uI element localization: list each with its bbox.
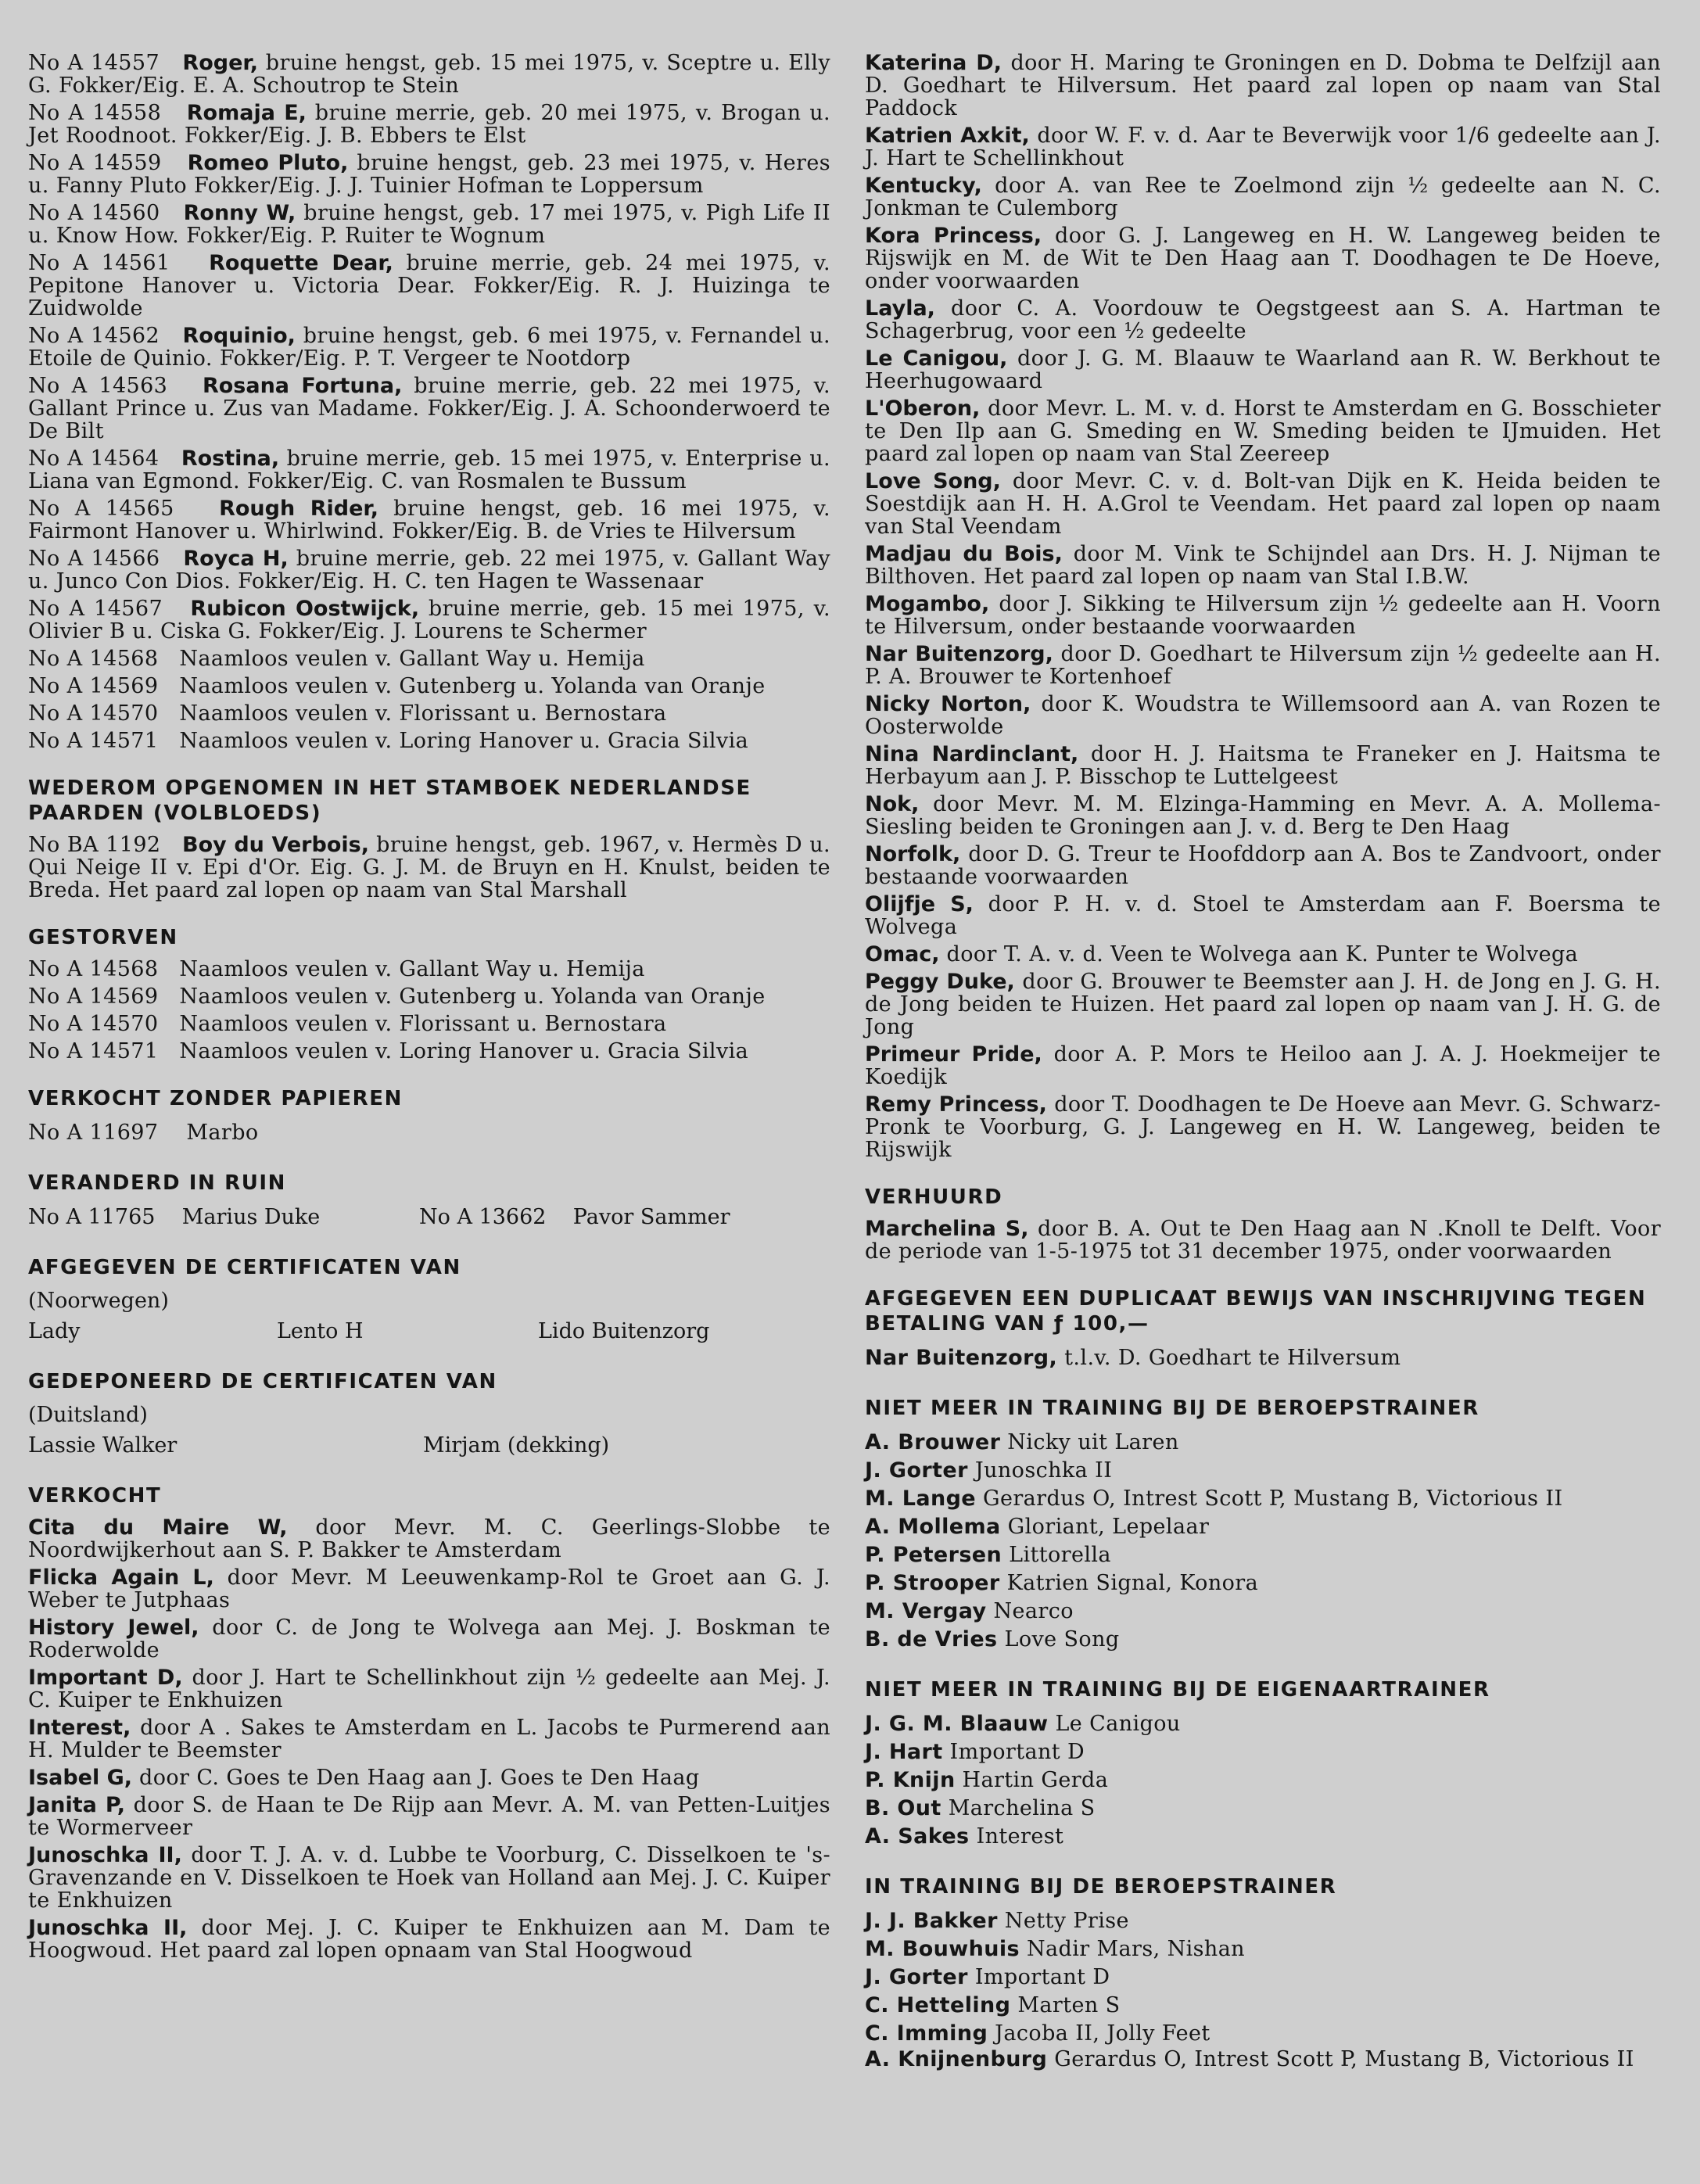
verkocht-zonder-entry: No A 11697 Marbo <box>28 1121 259 1145</box>
verkocht-entry: Layla, door C. A. Voordouw te Oegstgeest aan S. A. Hartman te Schagerbrug, voor een ½ gedeelte <box>865 296 1661 343</box>
gedeponeerd-name: Mirjam (dekking) <box>423 1433 610 1458</box>
trainer-line: J. Hart Important D <box>865 1740 1085 1764</box>
afgegeven-name: Lido Buitenzorg <box>538 1319 710 1343</box>
trainer-line: J. J. Bakker Netty Prise <box>865 1909 1129 1933</box>
registration-entry: No A 14571 Naamloos veulen v. Loring Hanover u. Gracia Silvia <box>28 729 749 753</box>
verkocht-entry: Primeur Pride, door A. P. Mors te Heiloo aan J. A. J. Hoekmeijer te Koedijk <box>865 1042 1662 1089</box>
verkocht-entry: Katrien Axkit, door W. F. v. d. Aar te Beverwijk voor 1/6 gedeelte aan J. J. Hart te Schellinkhout <box>865 124 1661 170</box>
verkocht-entry: L'Oberon, door Mevr. L. M. v. d. Horst te Amsterdam en G. Bosschieter te Den Ilp aan G. Smeding en W. Smeding beiden te IJmuiden. Het paard zal lopen op naam van Stal Zeereep <box>865 396 1661 466</box>
trainer-line: A. Sakes Interest <box>865 1824 1064 1849</box>
afgegeven-name: Lento H <box>277 1319 364 1343</box>
registration-list <box>28 52 830 752</box>
verkocht-entry: Olijfje S, door P. H. v. d. Stoel te Amsterdam aan F. Boersma te Wolvega <box>865 892 1661 939</box>
registration-entry: No A 14568 Naamloos veulen v. Gallant Way u. Hemija <box>28 647 645 671</box>
section-heading-ruin: VERANDERD IN RUIN <box>28 1171 287 1195</box>
registration-entry: No A 14557 Roger, bruine hengst, geb. 15 mei 1975, v. Sceptre u. Elly G. Fokker/Eig. E. A. Schoutrop te Stein <box>28 51 830 98</box>
registration-entry: No A 14561 Roquette Dear, bruine merrie, geb. 24 mei 1975, v. Pepitone Hanover u. Victoria Dear. Fokker/Eig. R. J. Huizinga te Zuidwolde <box>28 251 831 321</box>
verkocht-entry: Nar Buitenzorg, door D. Goedhart te Hilversum zijn ½ gedeelte aan H. P. A. Brouwer te Kortenhoef <box>865 642 1661 689</box>
gedeponeerd-country: (Duitsland) <box>28 1403 148 1427</box>
registration-entry: No A 14564 Rostina, bruine merrie, geb. 15 mei 1975, v. Enterprise u. Liana van Egmond. Fokker/Eig. C. van Rosmalen te Bussum <box>28 446 831 493</box>
trainer-line: A. Brouwer Nicky uit Laren <box>865 1430 1179 1454</box>
verkocht-entry: Remy Princess, door T. Doodhagen te De Hoeve aan Mevr. G. Schwarz-Pronk te Voorburg, G. J. Langeweg en H. W. Langeweg, beiden te Rijswijk <box>865 1092 1661 1162</box>
section-heading-gedeponeerd: GEDEPONEERD DE CERTIFICATEN VAN <box>28 1370 497 1393</box>
registration-entry: No A 14559 Romeo Pluto, bruine hengst, geb. 23 mei 1975, v. Heres u. Fanny Pluto Fokker/Eig. J. J. Tuinier Hofman te Loppersum <box>28 151 830 198</box>
verkocht-entry: Mogambo, door J. Sikking te Hilversum zijn ½ gedeelte aan H. Voorn te Hilversum, onder bestaande voorwaarden <box>865 592 1661 639</box>
verkocht-entry: Flicka Again L, door Mevr. M Leeuwenkamp-Rol te Groet aan G. J. Weber te Jutphaas <box>28 1565 830 1612</box>
verhuurd-entry: Marchelina S, door B. A. Out te Den Haag aan N .Knoll te Delft. Voor de periode van 1-5-1975 tot 31 december 1975, onder voorwaarden <box>865 1217 1661 1264</box>
verkocht-entry: History Jewel, door C. de Jong te Wolvega aan Mej. J. Boskman te Roderwolde <box>28 1616 830 1662</box>
section-heading-wederom: WEDEROM OPGENOMEN IN HET STAMBOEK NEDERLANDSE PAARDEN (VOLBLOEDS) <box>28 776 751 825</box>
registration-entry: No A 14566 Royca H, bruine merrie, geb. 22 mei 1975, v. Gallant Way u. Junco Con Dios. Fokker/Eig. H. C. ten Hagen te Wassenaar <box>28 547 831 594</box>
trainer-line: B. Out Marchelina S <box>865 1796 1096 1820</box>
trainer-line: A. Mollema Gloriant, Lepelaar <box>865 1515 1210 1539</box>
ruin-entry: No A 13662 Pavor Sammer <box>419 1205 730 1229</box>
trainer-line: M. Vergay Nearco <box>865 1599 1074 1623</box>
afgegeven-row <box>28 1318 830 1346</box>
registration-entry: No A 14570 Naamloos veulen v. Florissant u. Bernostara <box>28 701 667 726</box>
ruin-row <box>28 1203 830 1232</box>
verkocht-entry: Katerina D, door H. Maring te Groningen en D. Dobma te Delfzijl aan D. Goedhart te Hilversum. Het paard zal lopen op naam van Stal Paddock <box>865 51 1661 120</box>
trainer-line: M. Bouwhuis Nadir Mars, Nishan <box>865 1937 1245 1961</box>
registration-entry: No A 14560 Ronny W, bruine hengst, geb. 17 mei 1975, v. Pigh Life II u. Know How. Fokker/Eig. P. Ruiter te Wognum <box>28 201 831 248</box>
section-heading-verkocht: VERKOCHT <box>28 1484 162 1508</box>
section-heading-verkocht-zonder: VERKOCHT ZONDER PAPIEREN <box>28 1087 403 1110</box>
verkocht-entry: Love Song, door Mevr. C. v. d. Bolt-van Dijk en K. Heida beiden te Soestdijk aan H. H. A.Grol te Veendam. Het paard zal lopen op naam van Stal Veendam <box>865 469 1661 539</box>
registration-entry: No A 14569 Naamloos veulen v. Gutenberg u. Yolanda van Oranje <box>28 674 766 698</box>
afgegeven-name: Lady <box>28 1319 81 1343</box>
registration-entry: No A 14563 Rosana Fortuna, bruine merrie, geb. 22 mei 1975, v. Gallant Prince u. Zus van Madame. Fokker/Eig. J. A. Schoonderwoerd te De Bilt <box>28 374 831 443</box>
gestorven-entry: No A 14568 Naamloos veulen v. Gallant Way u. Hemija <box>28 957 645 981</box>
section-heading-verhuurd: VERHUURD <box>865 1185 1003 1209</box>
trainer-line: P. Strooper Katrien Signal, Konora <box>865 1571 1259 1595</box>
right-column <box>865 52 1661 2071</box>
verkocht-entry: Isabel G, door C. Goes te Den Haag aan J. Goes te Den Haag <box>28 1766 700 1790</box>
duplicaat-entry: Nar Buitenzorg, t.l.v. D. Goedhart te Hilversum <box>865 1346 1401 1370</box>
trainer-line: P. Petersen Littorella <box>865 1543 1111 1567</box>
section-heading-afgegeven: AFGEGEVEN DE CERTIFICATEN VAN <box>28 1256 461 1279</box>
gestorven-entry: No A 14570 Naamloos veulen v. Florissant u. Bernostara <box>28 1012 667 1036</box>
verkocht-entry: Junoschka II, door T. J. A. v. d. Lubbe te Voorburg, C. Disselkoen te 's-Gravenzande en V. Disselkoen te Hoek van Holland aan Mej. J. C. Kuiper te Enkhuizen <box>28 1843 830 1913</box>
verkocht-entry: Norfolk, door D. G. Treur te Hoofddorp aan A. Bos te Zandvoort, onder bestaande voorwaarden <box>865 842 1661 889</box>
trainer-line: J. Gorter Junoschka II <box>865 1458 1113 1483</box>
verkocht-entry: Kora Princess, door G. J. Langeweg en H. W. Langeweg beiden te Rijswijk en M. de Wit te Den Haag aan T. Doodhagen te De Hoeve, onder voorwaarden <box>865 224 1661 293</box>
afgegeven-country: (Noorwegen) <box>28 1289 169 1313</box>
registration-entry: No A 14567 Rubicon Oostwijck, bruine merrie, geb. 15 mei 1975, v. Olivier B u. Ciska G. Fokker/Eig. J. Lourens te Schermer <box>28 597 831 644</box>
verkocht-entry: Important D, door J. Hart te Schellinkhout zijn ½ gedeelte aan Mej. J. C. Kuiper te Enkhuizen <box>28 1666 830 1712</box>
verkocht-entry: Cita du Maire W, door Mevr. M. C. Geerlings-Slobbe te Noordwijkerhout aan S. P. Bakker te Amsterdam <box>28 1515 830 1562</box>
verkocht-entry: Omac, door T. A. v. d. Veen te Wolvega aan K. Punter te Wolvega <box>865 942 1579 966</box>
section-heading-niet-beroeps: NIET MEER IN TRAINING BIJ DE BEROEPSTRAINER <box>865 1397 1479 1420</box>
verkocht-entry: Peggy Duke, door G. Brouwer te Beemster aan J. H. de Jong en J. G. H. de Jong beiden te Huizen. Het paard zal lopen op naam van J. H. G. de Jong <box>865 970 1661 1039</box>
trainer-line: C. Imming Jacoba II, Jolly Feet <box>865 2021 1210 2046</box>
trainer-line: C. Hetteling Marten S <box>865 1993 1121 2017</box>
gestorven-entry: No A 14569 Naamloos veulen v. Gutenberg u. Yolanda van Oranje <box>28 984 766 1009</box>
trainer-line: A. Knijnenburg Gerardus O, Intrest Scott P, Mustang B, Victorious II <box>865 2047 1634 2071</box>
gedeponeerd-row <box>28 1432 830 1460</box>
wederom-entry: No BA 1192 Boy du Verbois, bruine hengst, geb. 1967, v. Hermès D u. Qui Neige II v. Epi d'Or. Eig. G. J. M. de Bruyn en H. Knulst, beiden te Breda. Het paard zal lopen op naam van Stal Marshall <box>28 833 830 902</box>
section-heading-gestorven: GESTORVEN <box>28 926 178 949</box>
verkocht-entry: Junoschka II, door Mej. J. C. Kuiper te Enkhuizen aan M. Dam te Hoogwoud. Het paard zal lopen opnaam van Stal Hoogwoud <box>28 1916 830 1963</box>
trainer-line: B. de Vries Love Song <box>865 1627 1120 1651</box>
trainer-line: M. Lange Gerardus O, Intrest Scott P, Mustang B, Victorious II <box>865 1486 1563 1511</box>
left-column <box>28 52 830 1967</box>
verkocht-entry: Nok, door Mevr. M. M. Elzinga-Hamming en Mevr. A. A. Mollema-Siesling beiden te Groningen aan J. v. d. Berg te Den Haag <box>865 792 1661 839</box>
verkocht-entry: Kentucky, door A. van Ree te Zoelmond zijn ½ gedeelte aan N. C. Jonkman te Culemborg <box>865 174 1661 221</box>
verkocht-entry: Nina Nardinclant, door H. J. Haitsma te Franeker en J. Haitsma te Herbayum aan J. P. Bisschop te Luttelgeest <box>865 742 1661 789</box>
registration-entry: No A 14558 Romaja E, bruine merrie, geb. 20 mei 1975, v. Brogan u. Jet Roodnoot. Fokker/Eig. J. B. Ebbers te Elst <box>28 101 830 148</box>
verkocht-entry: Interest, door A . Sakes te Amsterdam en L. Jacobs te Purmerend aan H. Mulder te Beemster <box>28 1716 830 1763</box>
ruin-entry: No A 11765 Marius Duke <box>28 1205 321 1229</box>
gedeponeerd-name: Lassie Walker <box>28 1433 178 1458</box>
trainer-line: J. Gorter Important D <box>865 1965 1110 1989</box>
section-heading-niet-eigen: NIET MEER IN TRAINING BIJ DE EIGENAARTRAINER <box>865 1678 1490 1702</box>
verkocht-entry: Madjau du Bois, door M. Vink te Schijndel aan Drs. H. J. Nijman te Bilthoven. Het paard zal lopen op naam van Stal I.B.W. <box>865 542 1662 589</box>
verkocht-entry: Janita P, door S. de Haan te De Rijp aan Mevr. A. M. van Petten-Luitjes te Wormerveer <box>28 1793 831 1840</box>
verkocht-entry: Le Canigou, door J. G. M. Blaauw te Waarland aan R. W. Berkhout te Heerhugowaard <box>865 346 1661 393</box>
section-heading-in-beroeps: IN TRAINING BIJ DE BEROEPSTRAINER <box>865 1875 1337 1899</box>
gestorven-entry: No A 14571 Naamloos veulen v. Loring Hanover u. Gracia Silvia <box>28 1039 749 1063</box>
trainer-line: J. G. M. Blaauw Le Canigou <box>865 1712 1181 1736</box>
trainer-line: P. Knijn Hartin Gerda <box>865 1768 1109 1792</box>
verkocht-entry: Nicky Norton, door K. Woudstra te Willemsoord aan A. van Rozen te Oosterwolde <box>865 692 1661 739</box>
registration-entry: No A 14562 Roquinio, bruine hengst, geb. 6 mei 1975, v. Fernandel u. Etoile de Quinio. Fokker/Eig. P. T. Vergeer te Nootdorp <box>28 324 830 371</box>
registration-entry: No A 14565 Rough Rider, bruine hengst, geb. 16 mei 1975, v. Fairmont Hanover u. Whirlwind. Fokker/Eig. B. de Vries te Hilversum <box>28 497 830 543</box>
section-heading-duplicaat: AFGEGEVEN EEN DUPLICAAT BEWIJS VAN INSCHRIJVING TEGEN BETALING VAN ƒ 100,— <box>865 1287 1647 1336</box>
